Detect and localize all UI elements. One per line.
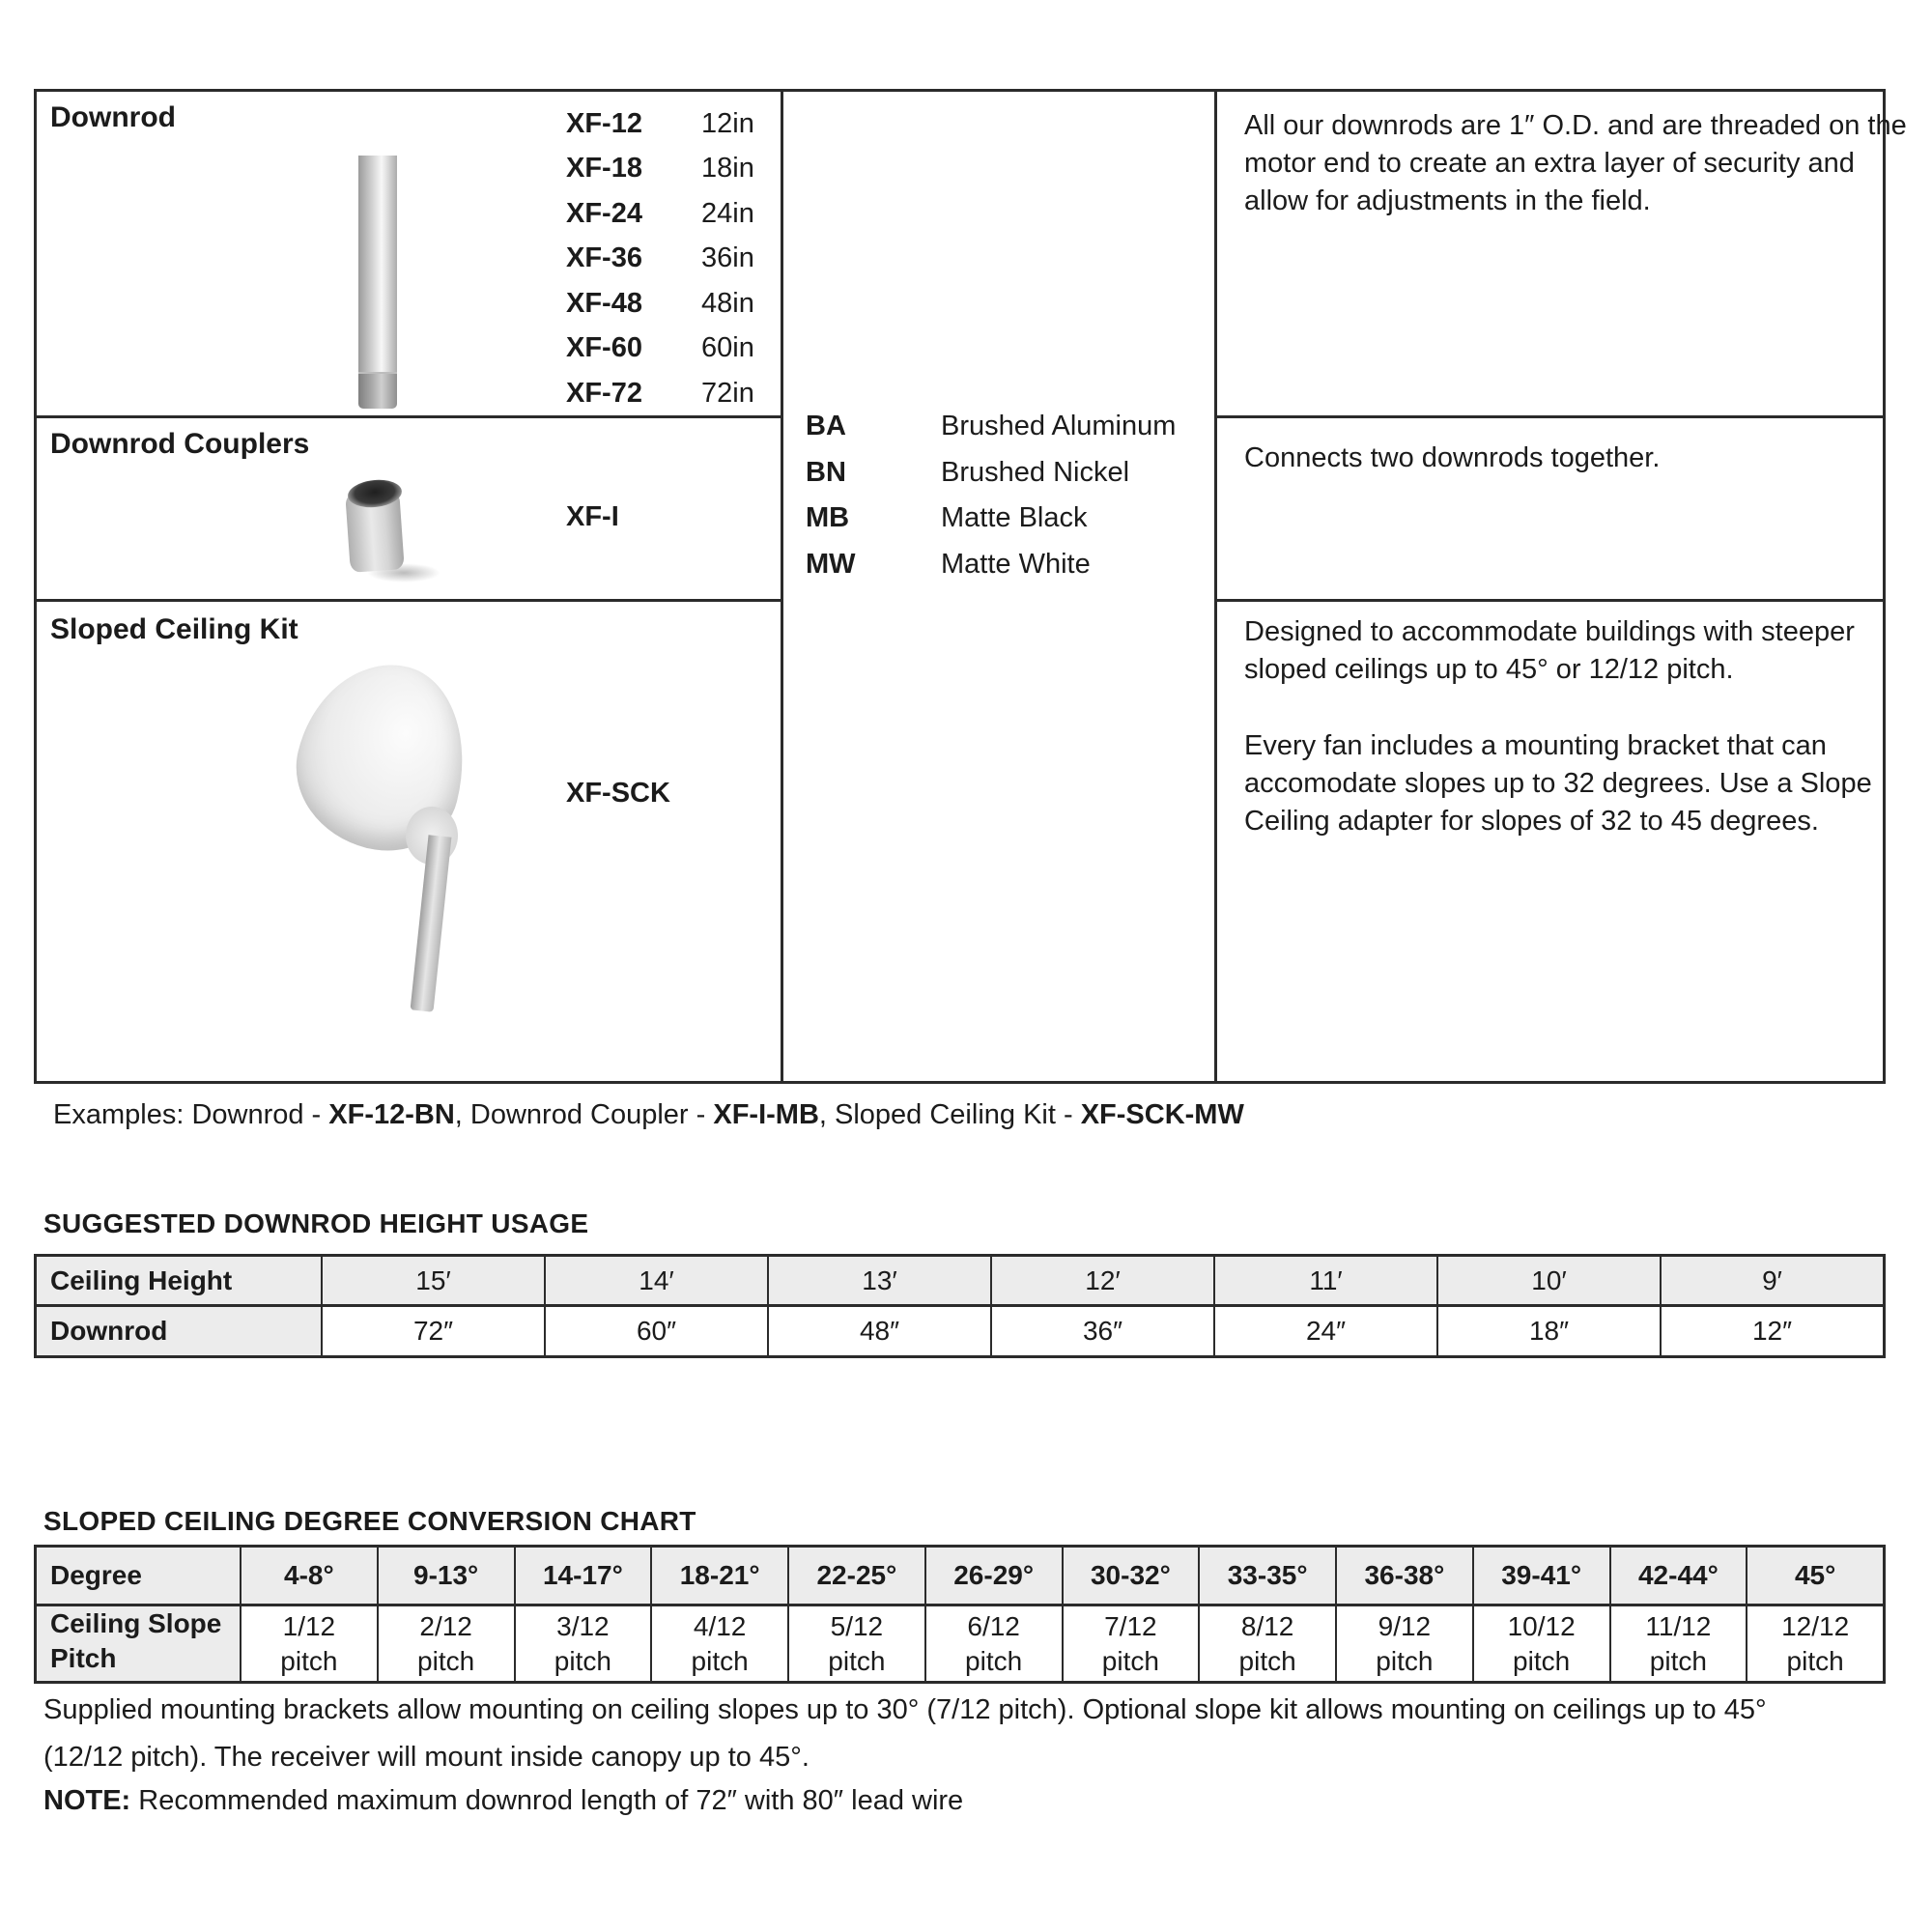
table-cell: 14-17° [514, 1548, 651, 1604]
pitch-fraction: 8/12 [1240, 1610, 1294, 1641]
description-line: Designed to accommodate buildings with steeper [1244, 616, 1855, 647]
table-cell: 26-29° [924, 1548, 1062, 1604]
note-line [43, 1785, 963, 1817]
finish-row [806, 450, 1176, 497]
table-cell: 36-38° [1335, 1548, 1472, 1604]
finish-name: Brushed Nickel [941, 456, 1130, 488]
examples-prefix: Examples: Downrod - [53, 1099, 329, 1130]
table-cell [650, 1604, 787, 1681]
product-spec-table [34, 89, 1907, 1084]
downrod-description [1244, 107, 1907, 220]
downrod-model-list [566, 101, 754, 416]
coupler-section-title: Downrod Couplers [50, 428, 310, 460]
model-row [566, 101, 754, 147]
pitch-word: pitch [1101, 1645, 1159, 1676]
row-header: Ceiling Height [37, 1257, 321, 1304]
table-cell [240, 1604, 377, 1681]
table-cell: 4-8° [240, 1548, 377, 1604]
pitch-fraction: 10/12 [1507, 1610, 1576, 1641]
finish-name: Matte White [941, 548, 1091, 580]
sloped-kit-section-title: Sloped Ceiling Kit [50, 613, 298, 645]
coupler-model-code: XF-I [566, 501, 619, 532]
conversion-chart-title: SLOPED CEILING DEGREE CONVERSION CHART [43, 1506, 696, 1536]
table-cell: 15′ [321, 1257, 544, 1304]
model-row [566, 371, 754, 416]
coupler-description [1244, 440, 1882, 477]
row-header-line: Pitch [50, 1643, 117, 1673]
table-cell [1335, 1604, 1472, 1681]
description-line: allow for adjustments in the field. [1244, 185, 1651, 216]
ordering-examples [53, 1099, 1244, 1131]
table-cell: 22-25° [787, 1548, 924, 1604]
degree-conversion-table [34, 1545, 1886, 1684]
mounting-bracket-paragraph [43, 1687, 1767, 1781]
downrod-threaded-end [358, 372, 397, 409]
note-text: Recommended maximum downrod length of 72″ with 80″ lead wire [138, 1785, 964, 1816]
model-row [566, 237, 754, 282]
table-cell: 13′ [767, 1257, 990, 1304]
table-cell: 30-32° [1062, 1548, 1199, 1604]
finish-code-list [806, 404, 1176, 587]
row-divider [1217, 599, 1883, 602]
sloped-kit-rod [411, 835, 452, 1012]
table-cell: 9-13° [377, 1548, 514, 1604]
sloped-kit-description-1 [1244, 613, 1882, 689]
description-line: All our downrods are 1″ O.D. and are threaded on the [1244, 110, 1907, 141]
table-cell [1746, 1604, 1883, 1681]
row-header [37, 1604, 240, 1681]
model-code: XF-72 [566, 377, 642, 409]
model-row [566, 281, 754, 327]
coupler-product-image [346, 480, 433, 586]
example-coupler-code: XF-I-MB [713, 1099, 819, 1130]
row-header: Degree [37, 1548, 240, 1604]
example-downrod-code: XF-12-BN [328, 1099, 455, 1130]
finish-code: MB [806, 502, 850, 534]
sloped-kit-product-image [270, 662, 488, 1038]
table-cell: 48″ [767, 1304, 990, 1355]
model-row [566, 191, 754, 237]
finish-row [806, 496, 1176, 542]
pitch-fraction: 12/12 [1781, 1610, 1850, 1641]
table-cell: 10′ [1436, 1257, 1660, 1304]
note-label: NOTE: [43, 1785, 131, 1816]
pitch-word: pitch [965, 1645, 1023, 1676]
table-cell: 24″ [1213, 1304, 1436, 1355]
finish-code: MW [806, 548, 856, 580]
pitch-word: pitch [691, 1645, 749, 1676]
model-code: XF-24 [566, 197, 642, 229]
pitch-word: pitch [280, 1645, 338, 1676]
table-cell [1472, 1604, 1609, 1681]
downrod-product-image [358, 156, 397, 409]
table-cell: 18″ [1436, 1304, 1660, 1355]
finish-code: BA [806, 411, 846, 442]
description-line: Connects two downrods together. [1244, 442, 1661, 473]
table-cell: 12″ [1660, 1304, 1883, 1355]
table-cell [924, 1604, 1062, 1681]
table-cell [1609, 1604, 1747, 1681]
finish-name: Brushed Aluminum [941, 411, 1177, 442]
model-code: XF-12 [566, 107, 642, 139]
pitch-fraction: 3/12 [556, 1610, 610, 1641]
description-line: motor end to create an extra layer of security and [1244, 148, 1855, 179]
table-cell [377, 1604, 514, 1681]
finish-row [806, 404, 1176, 450]
table-cell: 18-21° [650, 1548, 787, 1604]
examples-separator: , Downrod Coupler - [454, 1099, 714, 1130]
pitch-word: pitch [828, 1645, 886, 1676]
model-size: 24in [701, 197, 754, 229]
pitch-word: pitch [1238, 1645, 1296, 1676]
table-cell: 33-35° [1198, 1548, 1335, 1604]
sloped-kit-description-2 [1244, 727, 1882, 840]
table-cell: 14′ [544, 1257, 767, 1304]
column-divider [1214, 92, 1217, 1081]
pitch-word: pitch [1376, 1645, 1434, 1676]
row-divider [37, 599, 781, 602]
pitch-fraction: 7/12 [1104, 1610, 1157, 1641]
model-code: XF-60 [566, 332, 642, 364]
pitch-fraction: 9/12 [1378, 1610, 1432, 1641]
model-size: 72in [701, 377, 754, 409]
table-cell [787, 1604, 924, 1681]
table-cell [1062, 1604, 1199, 1681]
table-cell: 36″ [990, 1304, 1213, 1355]
description-line: sloped ceilings up to 45° or 12/12 pitch. [1244, 654, 1734, 685]
downrod-section-title: Downrod [50, 101, 176, 133]
pitch-fraction: 2/12 [419, 1610, 472, 1641]
finish-name: Matte Black [941, 502, 1088, 534]
table-cell: 72″ [321, 1304, 544, 1355]
table-cell: 39-41° [1472, 1548, 1609, 1604]
description-line: accomodate slopes up to 32 degrees. Use a Slope [1244, 768, 1872, 799]
model-row [566, 147, 754, 192]
column-divider [781, 92, 783, 1081]
pitch-fraction: 5/12 [830, 1610, 884, 1641]
model-row [566, 327, 754, 372]
sloped-kit-model-code: XF-SCK [566, 778, 670, 809]
downrod-shaft [358, 156, 397, 372]
pitch-word: pitch [1786, 1645, 1844, 1676]
table-cell: 12′ [990, 1257, 1213, 1304]
example-sloped-code: XF-SCK-MW [1080, 1099, 1244, 1130]
pitch-fraction: 4/12 [693, 1610, 747, 1641]
table-cell: 60″ [544, 1304, 767, 1355]
pitch-fraction: 11/12 [1645, 1610, 1712, 1641]
pitch-word: pitch [1649, 1645, 1707, 1676]
pitch-fraction: 6/12 [967, 1610, 1020, 1641]
table-cell [514, 1604, 651, 1681]
row-header-line: Ceiling Slope [50, 1608, 222, 1638]
table-cell [1198, 1604, 1335, 1681]
finish-row [806, 542, 1176, 588]
paragraph-line: (12/12 pitch). The receiver will mount inside canopy up to 45°. [43, 1742, 810, 1773]
model-size: 60in [701, 332, 754, 364]
pitch-word: pitch [1513, 1645, 1571, 1676]
height-usage-table [34, 1254, 1886, 1358]
finish-code: BN [806, 456, 846, 488]
model-code: XF-48 [566, 287, 642, 319]
row-header: Downrod [37, 1304, 321, 1355]
table-cell: 11′ [1213, 1257, 1436, 1304]
table-cell: 45° [1746, 1548, 1883, 1604]
description-line: Ceiling adapter for slopes of 32 to 45 degrees. [1244, 806, 1819, 837]
row-divider [1217, 415, 1883, 418]
model-code: XF-36 [566, 242, 642, 274]
description-line: Every fan includes a mounting bracket that can [1244, 730, 1827, 761]
pitch-fraction: 1/12 [282, 1610, 336, 1641]
pitch-word: pitch [417, 1645, 475, 1676]
examples-separator: , Sloped Ceiling Kit - [818, 1099, 1081, 1130]
paragraph-line: Supplied mounting brackets allow mounting on ceiling slopes up to 30° (7/12 pitch). Optional slope kit allows mounting on ceilings up to 45° [43, 1694, 1767, 1725]
model-size: 12in [701, 107, 754, 139]
model-size: 48in [701, 287, 754, 319]
table-cell: 42-44° [1609, 1548, 1747, 1604]
table-cell: 9′ [1660, 1257, 1883, 1304]
model-code: XF-18 [566, 153, 642, 185]
model-size: 36in [701, 242, 754, 274]
model-size: 18in [701, 153, 754, 185]
height-table-title: SUGGESTED DOWNROD HEIGHT USAGE [43, 1208, 589, 1238]
pitch-word: pitch [554, 1645, 611, 1676]
